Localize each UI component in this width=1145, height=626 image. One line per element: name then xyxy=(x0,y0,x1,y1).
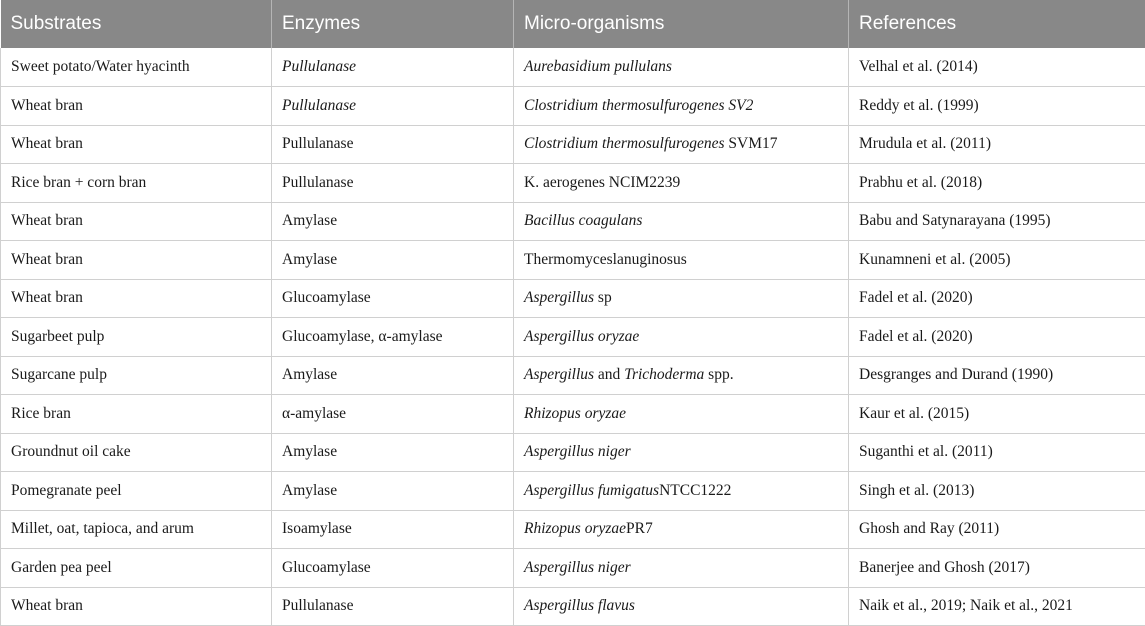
table-row xyxy=(1,202,1145,241)
microorganism-text: NTCC1222 xyxy=(659,481,732,499)
cell-enzyme: Amylase xyxy=(272,241,514,280)
cell-substrate: Garden pea peel xyxy=(1,549,272,588)
microorganism-text: Aspergillus oryzae xyxy=(524,327,640,345)
cell-microorganism xyxy=(514,510,849,549)
cell-microorganism xyxy=(514,395,849,434)
cell-substrate: Sugarcane pulp xyxy=(1,356,272,395)
table-row xyxy=(1,87,1145,126)
cell-reference: Suganthi et al. (2011) xyxy=(849,433,1145,472)
cell-enzyme: α-amylase xyxy=(272,395,514,434)
cell-enzyme: Pullulanase xyxy=(272,587,514,626)
cell-microorganism xyxy=(514,87,849,126)
cell-substrate: Sugarbeet pulp xyxy=(1,318,272,357)
microorganism-text: Aspergillus niger xyxy=(524,443,631,461)
cell-reference: Naik et al., 2019; Naik et al., 2021 xyxy=(849,587,1145,626)
header-references: References xyxy=(849,0,1145,48)
table-row xyxy=(1,125,1145,164)
microorganism-text: Rhizopus oryzae xyxy=(524,520,627,538)
microorganism-text: and xyxy=(594,366,625,384)
microorganism-text: Aspergillus fumigatus xyxy=(524,481,660,499)
table-row xyxy=(1,587,1145,626)
cell-enzyme: Amylase xyxy=(272,472,514,511)
cell-microorganism xyxy=(514,164,849,203)
cell-reference: Kunamneni et al. (2005) xyxy=(849,241,1145,280)
header-microorganisms: Micro-organisms xyxy=(514,0,849,48)
cell-reference: Kaur et al. (2015) xyxy=(849,395,1145,434)
cell-reference: Mrudula et al. (2011) xyxy=(849,125,1145,164)
microorganism-text: Trichoderma xyxy=(624,366,705,384)
cell-reference: Fadel et al. (2020) xyxy=(849,318,1145,357)
cell-enzyme: Amylase xyxy=(272,433,514,472)
microorganism-text: Thermomyceslanuginosus xyxy=(524,250,687,268)
cell-enzyme: Glucoamylase xyxy=(272,549,514,588)
cell-enzyme: Pullulanase xyxy=(272,164,514,203)
microorganism-text: Aurebasidium pullulans xyxy=(524,58,672,75)
cell-substrate: Groundnut oil cake xyxy=(1,433,272,472)
cell-microorganism xyxy=(514,587,849,626)
cell-reference: Fadel et al. (2020) xyxy=(849,279,1145,318)
cell-substrate: Wheat bran xyxy=(1,587,272,626)
table-row xyxy=(1,356,1145,395)
cell-reference: Desgranges and Durand (1990) xyxy=(849,356,1145,395)
microorganism-text: K. aerogenes NCIM2239 xyxy=(524,173,681,191)
cell-microorganism xyxy=(514,433,849,472)
microorganism-text: spp. xyxy=(704,366,734,384)
table-row xyxy=(1,472,1145,511)
microorganism-text: Aspergillus xyxy=(524,366,595,384)
cell-microorganism xyxy=(514,241,849,280)
cell-reference: Singh et al. (2013) xyxy=(849,472,1145,511)
cell-substrate: Rice bran + corn bran xyxy=(1,164,272,203)
microorganism-text: Rhizopus oryzae xyxy=(524,404,627,422)
cell-enzyme: Glucoamylase xyxy=(272,279,514,318)
cell-reference: Babu and Satynarayana (1995) xyxy=(849,202,1145,241)
table-row xyxy=(1,395,1145,434)
cell-substrate: Wheat bran xyxy=(1,241,272,280)
table-row xyxy=(1,549,1145,588)
table-row xyxy=(1,48,1145,87)
header-enzymes: Enzymes xyxy=(272,0,514,48)
microorganism-text: Aspergillus flavus xyxy=(524,597,635,615)
cell-substrate: Wheat bran xyxy=(1,202,272,241)
cell-enzyme: Pullulanase xyxy=(272,87,514,126)
cell-substrate: Millet, oat, tapioca, and arum xyxy=(1,510,272,549)
table-header xyxy=(1,0,1145,48)
header-row xyxy=(1,0,1145,48)
table-row xyxy=(1,279,1145,318)
cell-microorganism xyxy=(514,48,849,87)
table-row xyxy=(1,318,1145,357)
cell-substrate: Sweet potato/Water hyacinth xyxy=(1,48,272,87)
cell-enzyme: Isoamylase xyxy=(272,510,514,549)
cell-microorganism xyxy=(514,125,849,164)
cell-microorganism xyxy=(514,202,849,241)
cell-substrate: Wheat bran xyxy=(1,125,272,164)
cell-enzyme: Pullulanase xyxy=(272,48,514,87)
table-body xyxy=(1,48,1145,626)
microorganism-text: Aspergillus xyxy=(524,289,595,307)
cell-substrate: Pomegranate peel xyxy=(1,472,272,511)
microorganism-text: Clostridium thermosulfurogenes SV2 xyxy=(524,96,754,114)
cell-substrate: Wheat bran xyxy=(1,87,272,126)
cell-substrate: Rice bran xyxy=(1,395,272,434)
microorganism-text: SVM17 xyxy=(724,135,778,153)
microorganism-text: PR7 xyxy=(626,520,653,538)
microorganism-text: Bacillus coagulans xyxy=(524,212,643,230)
table-row xyxy=(1,433,1145,472)
cell-enzyme: Glucoamylase, α-amylase xyxy=(272,318,514,357)
cell-reference: Ghosh and Ray (2011) xyxy=(849,510,1145,549)
cell-substrate: Wheat bran xyxy=(1,279,272,318)
cell-microorganism xyxy=(514,549,849,588)
cell-reference: Velhal et al. (2014) xyxy=(849,48,1145,87)
cell-reference: Reddy et al. (1999) xyxy=(849,87,1145,126)
header-substrates: Substrates xyxy=(1,0,272,48)
table-row xyxy=(1,164,1145,203)
cell-enzyme: Amylase xyxy=(272,356,514,395)
table-row xyxy=(1,241,1145,280)
cell-microorganism xyxy=(514,356,849,395)
cell-reference: Prabhu et al. (2018) xyxy=(849,164,1145,203)
cell-reference: Banerjee and Ghosh (2017) xyxy=(849,549,1145,588)
cell-microorganism xyxy=(514,279,849,318)
cell-enzyme: Amylase xyxy=(272,202,514,241)
table-row xyxy=(1,510,1145,549)
microorganism-text: Clostridium thermosulfurogenes xyxy=(524,135,725,153)
microorganism-text: sp xyxy=(594,289,612,307)
cell-microorganism xyxy=(514,472,849,511)
microorganism-text: Aspergillus niger xyxy=(524,558,631,576)
cell-microorganism xyxy=(514,318,849,357)
cell-enzyme: Pullulanase xyxy=(272,125,514,164)
